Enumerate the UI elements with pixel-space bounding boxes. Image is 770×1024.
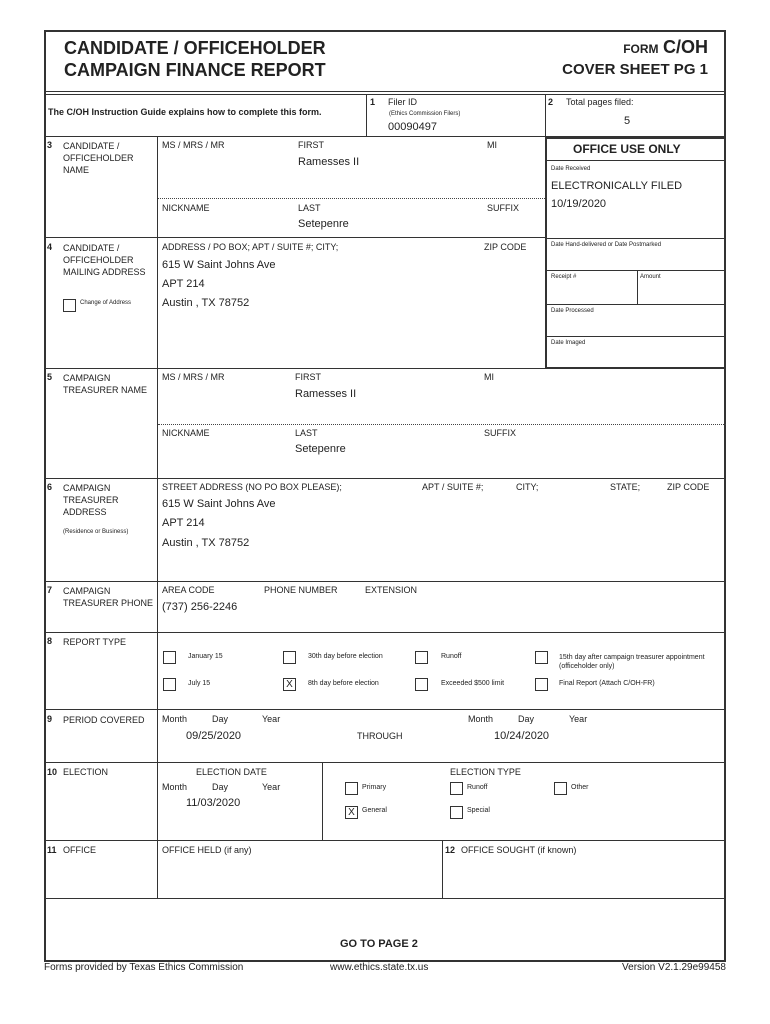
s4-address-label: ADDRESS / PO BOX; APT / SUITE #; CITY; <box>162 242 339 252</box>
s6-street-label: STREET ADDRESS (NO PO BOX PLEASE); <box>162 482 342 492</box>
s7-phone-label: PHONE NUMBER <box>264 585 338 595</box>
s8-num: 8 <box>47 636 53 646</box>
mailing-address-line2: APT 214 <box>162 278 205 290</box>
election-other-label: Other <box>571 784 589 791</box>
period-to-date: 10/24/2020 <box>494 730 550 742</box>
s9-label: PERIOD COVERED <box>63 715 145 725</box>
s5-title-label: MS / MRS / MR <box>162 372 225 382</box>
treasurer-first-name: Ramesses II <box>295 388 357 400</box>
report-type-jan15-label: January 15 <box>188 653 223 660</box>
treasurer-phone: (737) 256-2246 <box>162 601 238 613</box>
s4-label: CANDIDATE / OFFICEHOLDER MAILING ADDRESS <box>63 243 146 277</box>
report-type-runoff-checkbox[interactable] <box>415 651 428 664</box>
mailing-address-line3: Austin , TX 78752 <box>162 297 250 309</box>
report-type-exceeded-label: Exceeded $500 limit <box>441 680 505 687</box>
s6-zip-label: ZIP CODE <box>667 482 710 492</box>
s11-label: OFFICE <box>63 845 96 855</box>
s7-ext-label: EXTENSION <box>365 585 418 595</box>
election-primary-checkbox[interactable] <box>345 782 358 795</box>
date-received-value: 10/19/2020 <box>551 198 607 210</box>
candidate-last-name: Setepenre <box>298 218 349 230</box>
s5-first-label: FIRST <box>295 372 321 382</box>
date-processed-label: Date Processed <box>551 308 594 314</box>
s3-mi-label: MI <box>487 140 497 150</box>
s6-apt-label: APT / SUITE #; <box>422 482 484 492</box>
s4-zip-label: ZIP CODE <box>484 242 527 252</box>
election-primary-label: Primary <box>362 784 387 791</box>
treasurer-address-line2: APT 214 <box>162 517 205 529</box>
report-type-15th-day-label: 15th day after campaign treasurer appointment (officeholder only) <box>559 654 705 670</box>
s5-mi-label: MI <box>484 372 494 382</box>
report-type-runoff-label: Runoff <box>441 653 462 660</box>
s7-area-label: AREA CODE <box>162 585 215 595</box>
cover-sheet-label: COVER SHEET PG 1 <box>562 61 708 78</box>
date-received-label: Date Received <box>551 166 591 172</box>
report-type-final-checkbox[interactable] <box>535 678 548 691</box>
footer-provider: Forms provided by Texas Ethics Commission <box>44 962 244 973</box>
treasurer-last-name: Setepenre <box>295 443 346 455</box>
treasurer-address-line3: Austin , TX 78752 <box>162 537 250 549</box>
report-type-jul15-checkbox[interactable] <box>163 678 176 691</box>
s5-num: 5 <box>47 372 53 382</box>
s9-from-month-label: Month <box>162 714 188 724</box>
filer-id-value: 00090497 <box>388 121 437 133</box>
s6-sublabel: (Residence or Business) <box>63 529 129 535</box>
date-hand-delivered-label: Date Hand-delivered or Date Postmarked <box>551 242 662 248</box>
filer-id-label: Filer ID <box>388 97 417 107</box>
amount-label: Amount <box>640 274 661 280</box>
s5-label: CAMPAIGN TREASURER NAME <box>63 373 148 395</box>
s10-label: ELECTION <box>63 767 109 777</box>
office-use-title: OFFICE USE ONLY <box>573 142 681 156</box>
election-runoff-label: Runoff <box>467 784 488 791</box>
period-through-label: THROUGH <box>357 731 403 741</box>
s5-suffix-label: SUFFIX <box>484 428 517 438</box>
election-special-label: Special <box>467 807 490 814</box>
report-type-jan15-checkbox[interactable] <box>163 651 176 664</box>
form-code <box>623 37 708 58</box>
s6-city-label: CITY; <box>516 482 539 492</box>
date-imaged-label: Date Imaged <box>551 340 586 346</box>
s9-to-day-label: Day <box>518 714 535 724</box>
s8-label: REPORT TYPE <box>63 637 127 647</box>
office-held-label: OFFICE HELD (if any) <box>162 845 252 855</box>
report-type-8day-checkbox[interactable]: X <box>283 678 296 691</box>
total-pages-value: 5 <box>624 115 631 127</box>
s10-num: 10 <box>47 767 58 777</box>
mailing-address-line1: 615 W Saint Johns Ave <box>162 259 276 271</box>
s7-label: CAMPAIGN TREASURER PHONE <box>63 586 154 608</box>
s4-num: 4 <box>47 242 53 252</box>
change-of-address-checkbox[interactable] <box>63 299 76 312</box>
instruction-text: The C/OH Instruction Guide explains how to complete this form. <box>48 107 322 117</box>
election-general-checkbox[interactable]: X <box>345 806 358 819</box>
report-type-15th-day-checkbox[interactable] <box>535 651 548 664</box>
s3-label: CANDIDATE / OFFICEHOLDER NAME <box>63 141 134 175</box>
report-type-8day-label: 8th day before election <box>308 680 379 687</box>
election-special-checkbox[interactable] <box>450 806 463 819</box>
s9-to-year-label: Year <box>569 714 588 724</box>
election-general-label: General <box>362 807 387 814</box>
election-other-checkbox[interactable] <box>554 782 567 795</box>
s5-nickname-label: NICKNAME <box>162 428 210 438</box>
election-type-label: ELECTION TYPE <box>450 767 521 777</box>
office-sought-label: OFFICE SOUGHT (if known) <box>461 845 577 855</box>
s9-num: 9 <box>47 714 53 724</box>
filer-id-sublabel: (Ethics Commission Filers) <box>389 111 461 117</box>
s10-month-label: Month <box>162 782 188 792</box>
receipt-label: Receipt # <box>551 274 577 280</box>
s3-suffix-label: SUFFIX <box>487 203 520 213</box>
s6-state-label: STATE; <box>610 482 641 492</box>
go-to-page-2: GO TO PAGE 2 <box>340 938 418 950</box>
candidate-first-name: Ramesses II <box>298 156 360 168</box>
s10-year-label: Year <box>262 782 281 792</box>
s3-num: 3 <box>47 140 53 150</box>
treasurer-address-line1: 615 W Saint Johns Ave <box>162 498 276 510</box>
filer-num: 1 <box>370 97 376 107</box>
s7-num: 7 <box>47 585 53 595</box>
total-pages-label: Total pages filed: <box>566 97 634 107</box>
form-prefix: FORM <box>623 42 659 56</box>
form-title-line1: CANDIDATE / OFFICEHOLDER <box>64 38 326 58</box>
footer-website: www.ethics.state.tx.us <box>330 962 429 973</box>
election-date-label: ELECTION DATE <box>196 767 267 777</box>
s9-from-year-label: Year <box>262 714 281 724</box>
report-type-jul15-label: July 15 <box>188 680 211 687</box>
s3-last-label: LAST <box>298 203 321 213</box>
election-date-value: 11/03/2020 <box>186 797 241 809</box>
change-of-address-label: Change of Address <box>80 300 132 306</box>
s3-nickname-label: NICKNAME <box>162 203 210 213</box>
report-type-final-label: Final Report (Attach C/OH-FR) <box>559 680 655 687</box>
s10-day-label: Day <box>212 782 229 792</box>
period-from-date: 09/25/2020 <box>186 730 242 742</box>
filing-status: ELECTRONICALLY FILED <box>551 180 683 192</box>
s3-first-label: FIRST <box>298 140 324 150</box>
s6-num: 6 <box>47 482 53 492</box>
report-type-30day-checkbox[interactable] <box>283 651 296 664</box>
form-code-value: C/OH <box>663 37 708 57</box>
s9-from-day-label: Day <box>212 714 229 724</box>
s6-label: CAMPAIGN TREASURER ADDRESS <box>63 483 119 517</box>
form-title-line2: CAMPAIGN FINANCE REPORT <box>64 60 326 80</box>
s9-to-month-label: Month <box>468 714 494 724</box>
s11-num: 11 <box>47 845 57 855</box>
election-runoff-checkbox[interactable] <box>450 782 463 795</box>
s3-title-label: MS / MRS / MR <box>162 140 225 150</box>
s12-num: 12 <box>445 845 456 855</box>
report-type-exceeded-checkbox[interactable] <box>415 678 428 691</box>
pages-num: 2 <box>548 97 554 107</box>
footer-version: Version V2.1.29e99458 <box>622 962 726 973</box>
s5-last-label: LAST <box>295 428 318 438</box>
report-type-30day-label: 30th day before election <box>308 653 383 660</box>
